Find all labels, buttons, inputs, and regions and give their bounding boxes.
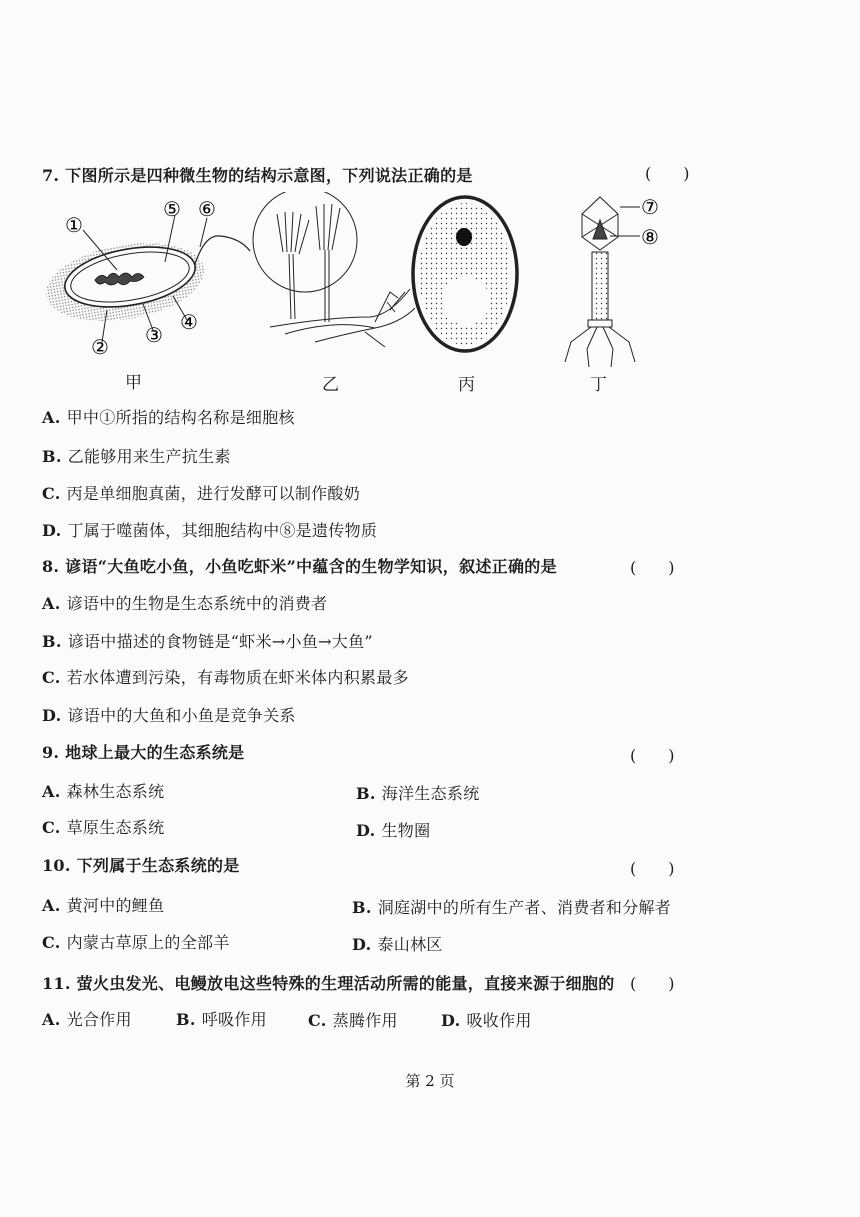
q7-option-a[interactable]: A. 甲中①所指的结构名称是细胞核 (42, 408, 295, 427)
q8-option-b[interactable]: B. 谚语中描述的食物链是“虾米→小鱼→大鱼” (42, 632, 373, 651)
q7-option-b[interactable]: B. 乙能够用来生产抗生素 (42, 447, 231, 466)
q7-option-c[interactable]: C. 丙是单细胞真菌，进行发酵可以制作酸奶 (42, 484, 361, 503)
marker-5: ⑤ (163, 197, 181, 221)
q10-option-a[interactable]: A. 黄河中的鲤鱼 (42, 896, 165, 915)
q8-stem: 8. 谚语“大鱼吃小鱼，小鱼吃虾米”中蕴含的生物学知识，叙述正确的是 (42, 557, 557, 576)
q11-option-d[interactable]: D. 吸收作用 (441, 1011, 532, 1030)
marker-2: ② (91, 335, 109, 359)
q10-answer-paren[interactable]: ( ) (630, 859, 675, 878)
q9-option-d[interactable]: D. 生物圈 (356, 821, 431, 840)
marker-3: ③ (145, 323, 163, 347)
caption-bing: 丙 (458, 375, 475, 395)
caption-ding: 丁 (590, 375, 607, 395)
q10-option-c[interactable]: C. 内蒙古草原上的全部羊 (42, 933, 230, 952)
marker-7: ⑦ (641, 195, 659, 219)
bacteriophage-drawing (565, 197, 640, 367)
q8-option-d[interactable]: D. 谚语中的大鱼和小鱼是竞争关系 (42, 706, 296, 725)
penicillium-drawing (253, 192, 415, 347)
caption-jia: 甲 (125, 373, 142, 393)
q9-answer-paren[interactable]: ( ) (630, 746, 675, 765)
page-number: 第 2 页 (405, 1072, 455, 1090)
q7-option-d[interactable]: D. 丁属于噬菌体，其细胞结构中⑧是遗传物质 (42, 521, 378, 540)
q7-stem: 7. 下图所示是四种微生物的结构示意图，下列说法正确的是 (42, 166, 473, 185)
q11-option-c[interactable]: C. 蒸腾作用 (308, 1011, 398, 1030)
q11-option-b[interactable]: B. 呼吸作用 (176, 1010, 267, 1029)
q10-stem: 10. 下列属于生态系统的是 (42, 856, 240, 875)
q10-option-b[interactable]: B. 洞庭湖中的所有生产者、消费者和分解者 (352, 898, 672, 917)
q9-option-a[interactable]: A. 森林生态系统 (42, 782, 165, 801)
q11-stem: 11. 萤火虫发光、电鳗放电这些特殊的生理活动所需的能量，直接来源于细胞的 (42, 974, 615, 993)
q11-option-a[interactable]: A. 光合作用 (42, 1010, 132, 1029)
q9-stem: 9. 地球上最大的生态系统是 (42, 743, 245, 762)
q9-option-b[interactable]: B. 海洋生态系统 (356, 784, 480, 803)
marker-4: ④ (180, 310, 198, 334)
marker-8: ⑧ (641, 225, 659, 249)
caption-yi: 乙 (322, 375, 339, 395)
microorganism-figure (35, 192, 715, 392)
marker-6: ⑥ (198, 197, 216, 221)
marker-1: ① (65, 213, 83, 237)
q8-option-a[interactable]: A. 谚语中的生物是生态系统中的消费者 (42, 594, 328, 613)
q7-answer-paren[interactable]: ( ) (645, 164, 690, 183)
q9-option-c[interactable]: C. 草原生态系统 (42, 818, 165, 837)
q8-answer-paren[interactable]: ( ) (630, 558, 675, 577)
q8-option-c[interactable]: C. 若水体遭到污染，有毒物质在虾米体内积累最多 (42, 668, 409, 687)
q11-answer-paren[interactable]: ( ) (630, 974, 675, 993)
q10-option-d[interactable]: D. 泰山林区 (352, 935, 443, 954)
yeast-cell-drawing (413, 197, 517, 351)
